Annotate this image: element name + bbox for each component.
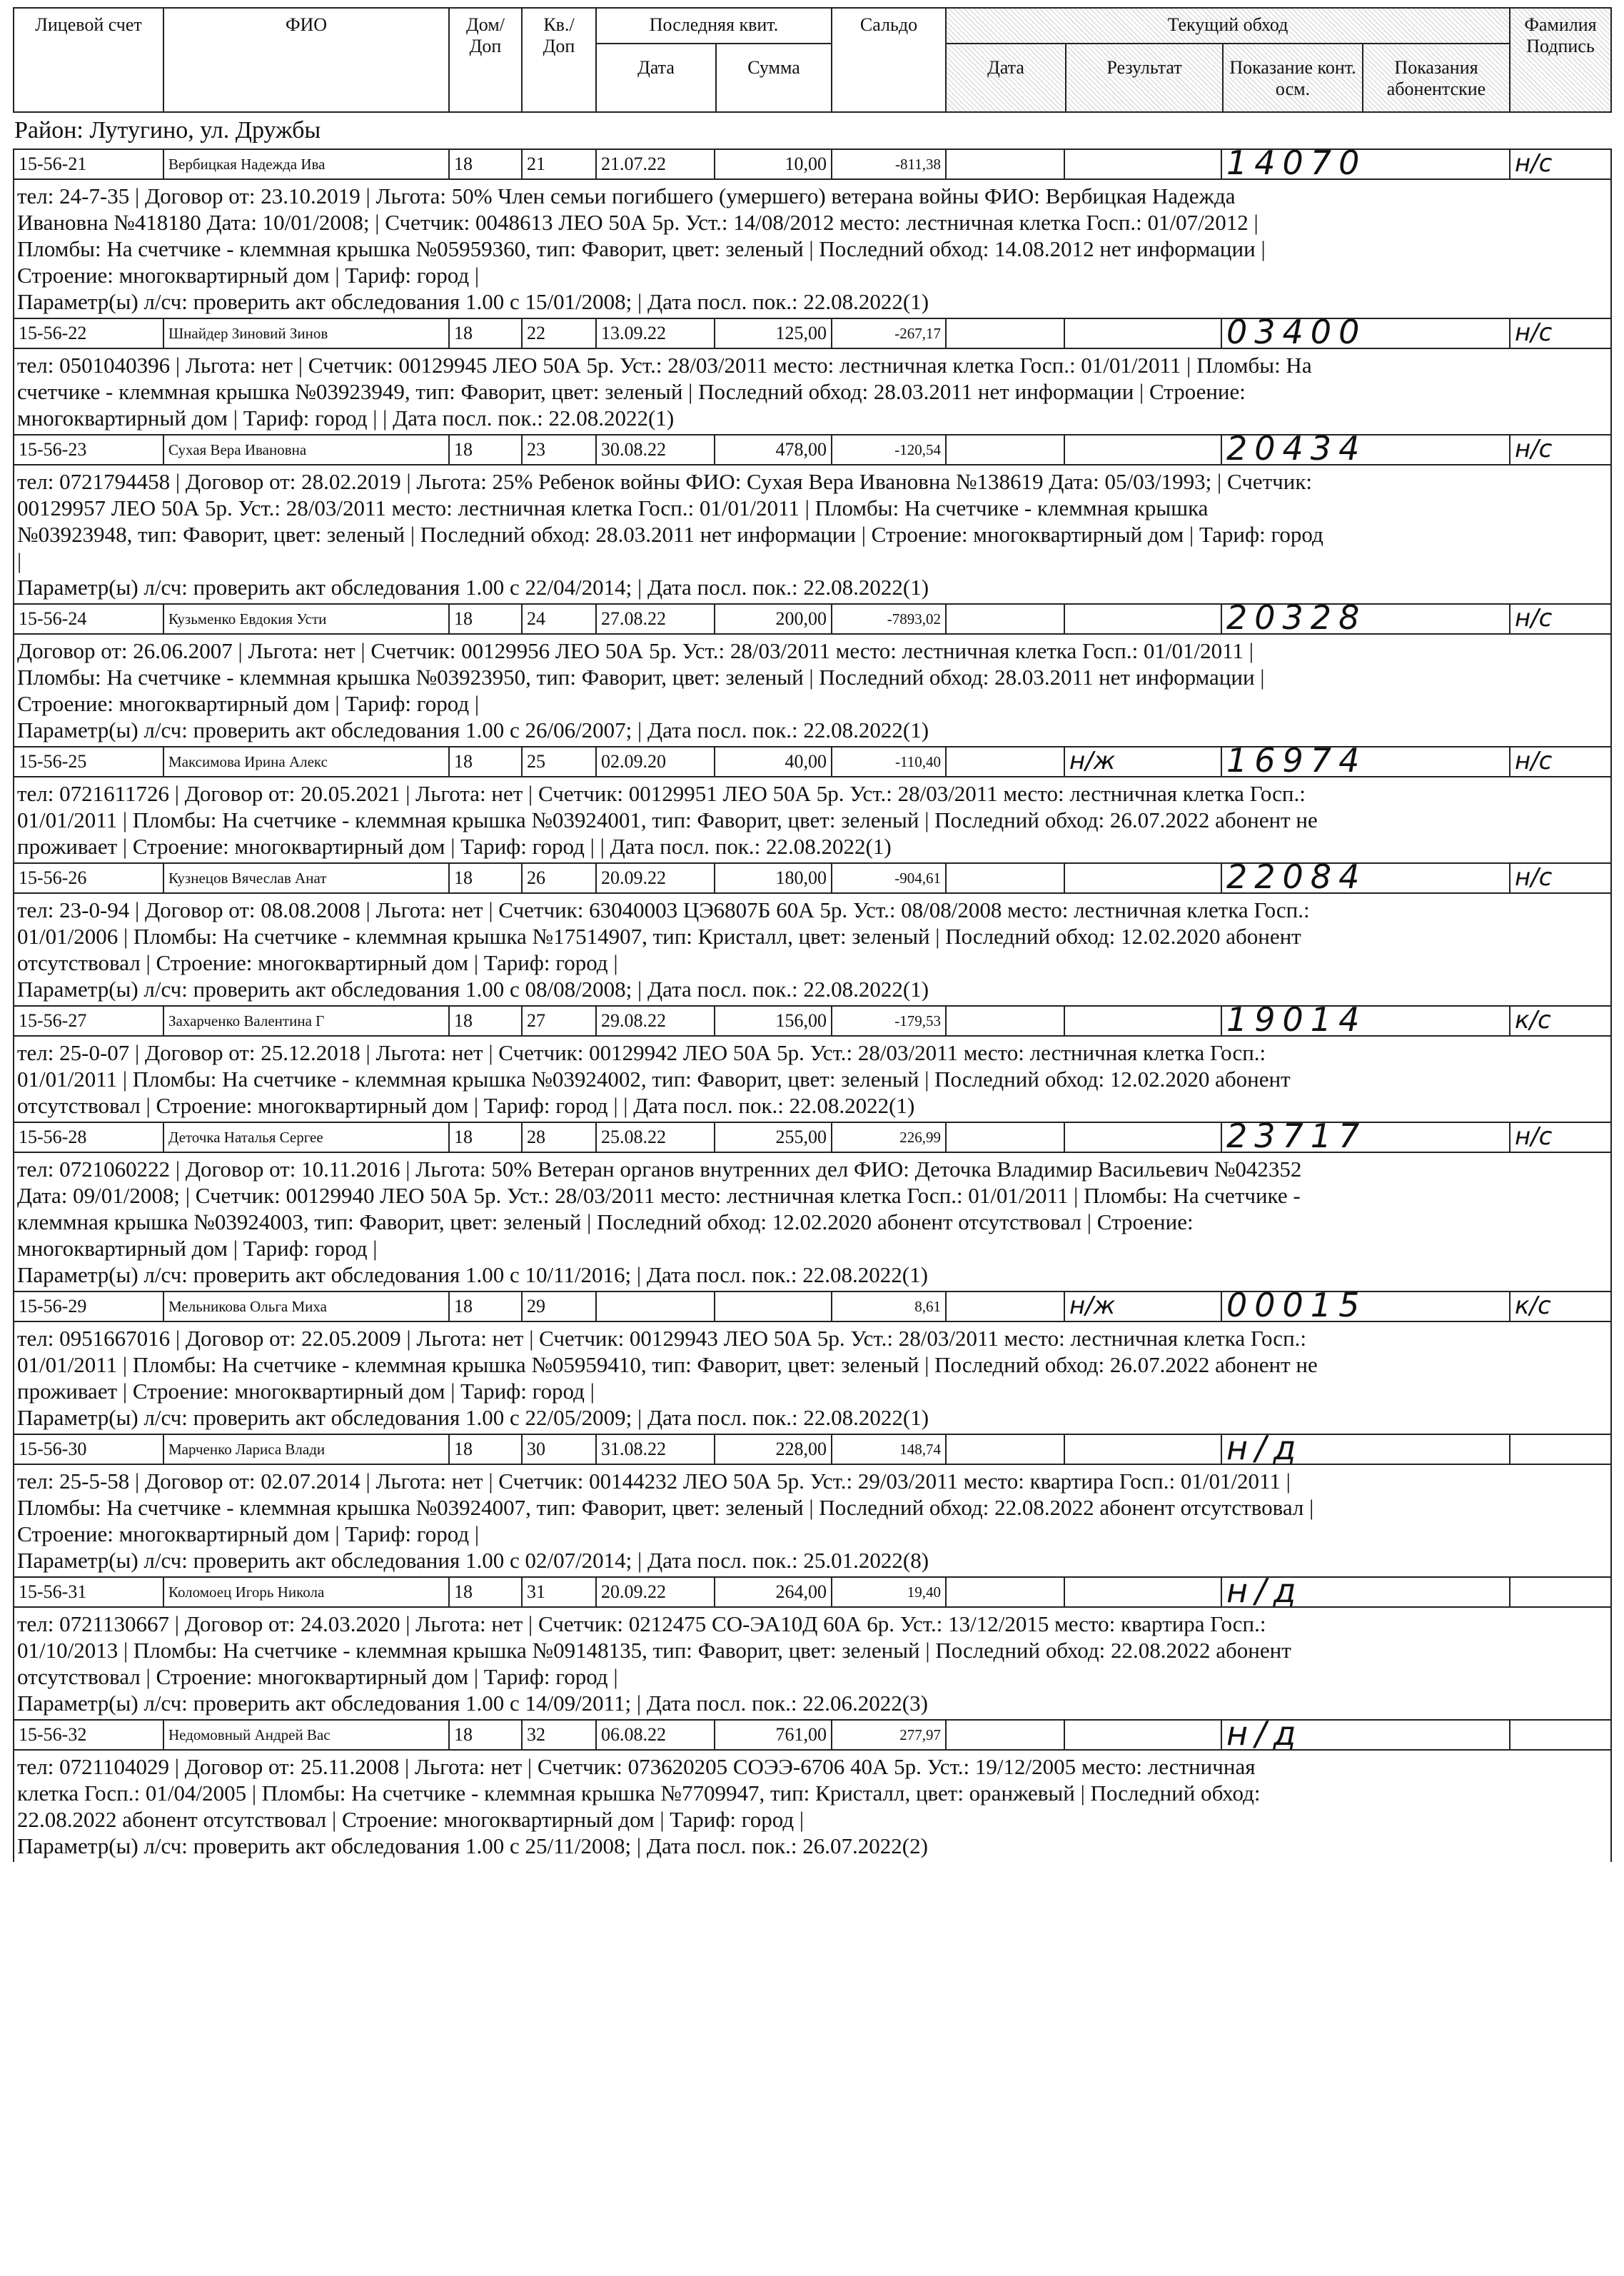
record-details xyxy=(13,777,1612,862)
receipt-date-cell: 29.08.22 xyxy=(597,1007,715,1035)
detail-line: тел: 0721130667 | Договор от: 24.03.2020 | Льгота: нет | Счетчик: 0212475 СО-ЭА10Д 60А 6р. Уст.: 13/12/2015 место: квартира Госп.: xyxy=(17,1611,1266,1636)
receipt-date-cell: 30.08.22 xyxy=(597,435,715,464)
header-signature: Фамилия Подпись xyxy=(1510,9,1610,111)
round-date-cell xyxy=(947,747,1065,776)
table-row xyxy=(13,746,1612,777)
flat-cell: 25 xyxy=(523,747,597,776)
detail-line: Ивановна №418180 Дата: 10/01/2008; | Счетчик: 0048613 ЛЕО 50А 5р. Уст.: 14/08/2012 место: лестничная клетка Госп.: 01/07/2012 | xyxy=(17,210,1259,235)
table-row xyxy=(13,862,1612,894)
records-list xyxy=(13,148,1612,1862)
account-cell: 15-56-21 xyxy=(14,150,164,178)
house-cell: 18 xyxy=(450,747,523,776)
record-details xyxy=(13,1465,1612,1576)
detail-line: многоквартирный дом | Тариф: город | | Дата посл. пок.: 22.08.2022(1) xyxy=(17,406,675,430)
flat-cell: 28 xyxy=(523,1123,597,1152)
reading-cell: н/д xyxy=(1222,1435,1510,1464)
result-cell: н/ж xyxy=(1065,747,1222,776)
detail-line: 00129957 ЛЕО 50А 5р. Уст.: 28/03/2011 место: лестничная клетка Госп.: 01/01/2011 | Пломбы: На счетчике - клеммная крышка xyxy=(17,495,1209,520)
account-cell: 15-56-29 xyxy=(14,1292,164,1321)
account-cell: 15-56-22 xyxy=(14,319,164,348)
round-date-cell xyxy=(947,1578,1065,1606)
round-date-cell xyxy=(947,435,1065,464)
receipt-sum-cell: 156,00 xyxy=(715,1007,832,1035)
house-cell: 18 xyxy=(450,1007,523,1035)
header-receipt-date: Дата xyxy=(637,57,675,78)
detail-line: Строение: многоквартирный дом | Тариф: город | xyxy=(17,1521,480,1546)
detail-line: клеммная крышка №03924003, тип: Фаворит, цвет: зеленый | Последний обход: 12.02.2020 абонент отсутствовал | Строение: xyxy=(17,1209,1194,1234)
account-cell: 15-56-26 xyxy=(14,864,164,892)
flat-cell: 23 xyxy=(523,435,597,464)
flat-cell: 31 xyxy=(523,1578,597,1606)
detail-line: 01/10/2013 | Пломбы: На счетчике - клеммная крышка №09148135, тип: Фаворит, цвет: зеленый | Последний обход: 22.08.2022 абонент xyxy=(17,1638,1291,1663)
receipt-date-cell: 27.08.22 xyxy=(597,605,715,633)
record-details xyxy=(13,1751,1612,1862)
detail-line: Параметр(ы) л/сч: проверить акт обследования 1.00 с 26/06/2007; | Дата посл. пок.: 22.08.2022(1) xyxy=(17,717,929,742)
detail-line: тел: 25-5-58 | Договор от: 02.07.2014 | Льгота: нет | Счетчик: 00144232 ЛЕО 50А 5р. Уст.: 29/03/2011 место: квартира Госп.: 01/01/2011 | xyxy=(17,1469,1291,1494)
flat-cell: 30 xyxy=(523,1435,597,1464)
result-cell xyxy=(1065,1578,1222,1606)
account-cell: 15-56-32 xyxy=(14,1721,164,1749)
round-date-cell xyxy=(947,150,1065,178)
detail-line: тел: 0951667016 | Договор от: 22.05.2009 | Льгота: нет | Счетчик: 00129943 ЛЕО 50А 5р. Уст.: 28/03/2011 место: лестничная клетка Госп.: xyxy=(17,1326,1307,1351)
header-reading-ctrl: Показание конт. осм. xyxy=(1222,44,1362,113)
signature-cell: к/с xyxy=(1515,1292,1551,1320)
table-row xyxy=(13,603,1612,635)
receipt-sum-cell: 10,00 xyxy=(715,150,832,178)
table-row xyxy=(13,1434,1612,1465)
detail-line: многоквартирный дом | Тариф: город | xyxy=(17,1236,378,1261)
house-cell: 18 xyxy=(450,1123,523,1152)
result-cell xyxy=(1065,319,1222,348)
record-details xyxy=(13,1608,1612,1719)
detail-line: Параметр(ы) л/сч: проверить акт обследования 1.00 с 22/04/2014; | Дата посл. пок.: 22.08.2022(1) xyxy=(17,575,929,600)
round-date-cell xyxy=(947,864,1065,892)
record-details xyxy=(13,349,1612,434)
detail-line: Параметр(ы) л/сч: проверить акт обследования 1.00 с 08/08/2008; | Дата посл. пок.: 22.08.2022(1) xyxy=(17,977,929,1002)
detail-line: 22.08.2022 абонент отсутствовал | Строение: многоквартирный дом | Тариф: город | xyxy=(17,1807,805,1832)
receipt-sum-cell: 125,00 xyxy=(715,319,832,348)
table-row xyxy=(13,1576,1612,1608)
saldo-cell: 8,61 xyxy=(832,1292,947,1321)
round-date-cell xyxy=(947,1123,1065,1152)
table-row xyxy=(13,318,1612,349)
table-header xyxy=(13,7,1612,113)
reading-cell: 20434 xyxy=(1222,435,1510,464)
header-round-date: Дата xyxy=(987,57,1024,78)
fio-cell: Коломоец Игорь Никола xyxy=(164,1578,450,1606)
signature-cell: н/с xyxy=(1515,1123,1553,1151)
detail-line: тел: 0721794458 | Договор от: 28.02.2019 | Льгота: 25% Ребенок войны ФИО: Сухая Вера Ивановна №138619 Дата: 05/03/1993; | Счетчик: xyxy=(17,469,1313,494)
saldo-cell: -179,53 xyxy=(832,1007,947,1035)
receipt-date-cell: 20.09.22 xyxy=(597,864,715,892)
result-cell xyxy=(1065,1123,1222,1152)
receipt-sum-cell: 264,00 xyxy=(715,1578,832,1606)
detail-line: Параметр(ы) л/сч: проверить акт обследования 1.00 с 02/07/2014; | Дата посл. пок.: 25.01.2022(8) xyxy=(17,1548,929,1573)
saldo-cell: -267,17 xyxy=(832,319,947,348)
result-cell: н/ж xyxy=(1065,1292,1222,1321)
receipt-date-cell: 31.08.22 xyxy=(597,1435,715,1464)
record-details xyxy=(13,1153,1612,1291)
house-cell: 18 xyxy=(450,150,523,178)
header-reading-sub: Показания абонентские xyxy=(1362,44,1509,113)
record xyxy=(13,1291,1612,1434)
detail-line: проживает | Строение: многоквартирный дом | Тариф: город | | Дата посл. пок.: 22.08.2022(1) xyxy=(17,834,892,859)
account-cell: 15-56-30 xyxy=(14,1435,164,1464)
account-cell: 15-56-24 xyxy=(14,605,164,633)
saldo-cell: 277,97 xyxy=(832,1721,947,1749)
reading-cell: 00015 xyxy=(1222,1292,1510,1321)
detail-line: Дата: 09/01/2008; | Счетчик: 00129940 ЛЕО 50А 5р. Уст.: 28/03/2011 место: лестничная клетка Госп.: 01/01/2011 | Пломбы: На счетчике - xyxy=(17,1183,1301,1208)
result-cell xyxy=(1065,150,1222,178)
fio-cell: Кузнецов Вячеслав Анат xyxy=(164,864,450,892)
receipt-date-cell: 25.08.22 xyxy=(597,1123,715,1152)
account-cell: 15-56-23 xyxy=(14,435,164,464)
detail-line: Пломбы: На счетчике - клеммная крышка №03924007, тип: Фаворит, цвет: зеленый | Последний обход: 22.08.2022 абонент отсутствовал | xyxy=(17,1495,1314,1520)
reading-cell: 03400 xyxy=(1222,319,1510,348)
signature-cell: к/с xyxy=(1515,1007,1551,1034)
house-cell: 18 xyxy=(450,1435,523,1464)
result-cell xyxy=(1065,435,1222,464)
house-cell: 18 xyxy=(450,1721,523,1749)
detail-line: проживает | Строение: многоквартирный дом | Тариф: город | xyxy=(17,1379,595,1404)
receipt-sum-cell xyxy=(715,1292,832,1321)
result-cell xyxy=(1065,605,1222,633)
record xyxy=(13,1122,1612,1291)
saldo-cell: -811,38 xyxy=(832,150,947,178)
detail-line: Параметр(ы) л/сч: проверить акт обследования 1.00 с 22/05/2009; | Дата посл. пок.: 22.08.2022(1) xyxy=(17,1405,929,1430)
detail-line: Параметр(ы) л/сч: проверить акт обследования 1.00 с 25/11/2008; | Дата посл. пок.: 26.07.2022(2) xyxy=(17,1833,928,1858)
round-date-cell xyxy=(947,605,1065,633)
fio-cell: Марченко Лариса Влади xyxy=(164,1435,450,1464)
detail-line: отсутствовал | Строение: многоквартирный дом | Тариф: город | xyxy=(17,1664,618,1689)
detail-line: Строение: многоквартирный дом | Тариф: город | xyxy=(17,263,480,288)
detail-line: тел: 0501040396 | Льгота: нет | Счетчик: 00129945 ЛЕО 50А 5р. Уст.: 28/03/2011 место: лестничная клетка Госп.: 01/01/2011 | Пломбы: На xyxy=(17,353,1312,378)
flat-cell: 27 xyxy=(523,1007,597,1035)
record-details xyxy=(13,894,1612,1005)
detail-line: отсутствовал | Строение: многоквартирный дом | Тариф: город | | Дата посл. пок.: 22.08.2022(1) xyxy=(17,1093,915,1118)
reading-cell: 19014 xyxy=(1222,1007,1510,1035)
fio-cell: Шнайдер Зиновий Зинов xyxy=(164,319,450,348)
table-row xyxy=(13,1291,1612,1322)
flat-cell: 26 xyxy=(523,864,597,892)
house-cell: 18 xyxy=(450,864,523,892)
table-row xyxy=(13,148,1612,180)
signature-cell xyxy=(1510,1435,1610,1464)
account-cell: 15-56-31 xyxy=(14,1578,164,1606)
signature-cell: н/с xyxy=(1515,605,1553,633)
house-cell: 18 xyxy=(450,435,523,464)
table-row xyxy=(13,434,1612,465)
detail-line: тел: 0721104029 | Договор от: 25.11.2008 | Льгота: нет | Счетчик: 073620205 СОЭЭ-6706 40А 5р. Уст.: 19/12/2005 место: лестничная xyxy=(17,1754,1256,1779)
record xyxy=(13,318,1612,434)
saldo-cell: -110,40 xyxy=(832,747,947,776)
receipt-sum-cell: 255,00 xyxy=(715,1123,832,1152)
record-details xyxy=(13,635,1612,746)
detail-line: счетчике - клеммная крышка №03923949, тип: Фаворит, цвет: зеленый | Последний обход: 28.03.2011 нет информации | Строение: xyxy=(17,379,1246,404)
detail-line: тел: 0721060222 | Договор от: 10.11.2016 | Льгота: 50% Ветеран органов внутренних дел ФИО: Деточка Владимир Васильевич №042352 xyxy=(17,1157,1302,1182)
header-result: Результат xyxy=(1065,44,1222,113)
flat-cell: 29 xyxy=(523,1292,597,1321)
receipt-date-cell: 13.09.22 xyxy=(597,319,715,348)
receipt-date-cell: 06.08.22 xyxy=(597,1721,715,1749)
detail-line: 01/01/2011 | Пломбы: На счетчике - клеммная крышка №05959410, тип: Фаворит, цвет: зеленый | Последний обход: 26.07.2022 абонент не xyxy=(17,1352,1318,1377)
record xyxy=(13,148,1612,318)
record-details xyxy=(13,1322,1612,1434)
detail-line: 01/01/2011 | Пломбы: На счетчике - клеммная крышка №03924001, тип: Фаворит, цвет: зеленый | Последний обход: 26.07.2022 абонент не xyxy=(17,807,1318,832)
record xyxy=(13,1576,1612,1719)
fio-cell: Максимова Ирина Алекс xyxy=(164,747,450,776)
result-cell xyxy=(1065,864,1222,892)
receipt-sum-cell: 200,00 xyxy=(715,605,832,633)
record-details xyxy=(13,465,1612,603)
account-cell: 15-56-27 xyxy=(14,1007,164,1035)
receipt-date-cell: 21.07.22 xyxy=(597,150,715,178)
signature-cell: н/с xyxy=(1515,747,1553,775)
round-date-cell xyxy=(947,1007,1065,1035)
detail-line: Параметр(ы) л/сч: проверить акт обследования 1.00 с 10/11/2016; | Дата посл. пок.: 22.08.2022(1) xyxy=(17,1262,928,1287)
flat-cell: 22 xyxy=(523,319,597,348)
signature-cell: н/с xyxy=(1515,150,1553,178)
round-date-cell xyxy=(947,1435,1065,1464)
flat-cell: 21 xyxy=(523,150,597,178)
flat-cell: 24 xyxy=(523,605,597,633)
header-house: Дом/ Доп xyxy=(450,9,523,111)
result-cell xyxy=(1065,1435,1222,1464)
district-title: Район: Лутугино, ул. Дружбы xyxy=(14,117,321,143)
saldo-cell: 19,40 xyxy=(832,1578,947,1606)
receipt-sum-cell: 40,00 xyxy=(715,747,832,776)
detail-line: тел: 24-7-35 | Договор от: 23.10.2019 | Льгота: 50% Член семьи погибшего (умершего) ветерана войны ФИО: Вербицкая Надежда xyxy=(17,183,1236,208)
meter-round-sheet xyxy=(13,7,1612,1862)
saldo-cell: -904,61 xyxy=(832,864,947,892)
saldo-cell: 148,74 xyxy=(832,1435,947,1464)
header-last-receipt: Последняя квит. Дата Сумма xyxy=(597,9,832,111)
detail-line: тел: 25-0-07 | Договор от: 25.12.2018 | Льгота: нет | Счетчик: 00129942 ЛЕО 50А 5р. Уст.: 28/03/2011 место: лестничная клетка Госп.: xyxy=(17,1040,1266,1065)
detail-line: 01/01/2011 | Пломбы: На счетчике - клеммная крышка №03924002, тип: Фаворит, цвет: зеленый | Последний обход: 12.02.2020 абонент xyxy=(17,1067,1291,1092)
round-date-cell xyxy=(947,1721,1065,1749)
detail-line: 01/01/2006 | Пломбы: На счетчике - клеммная крышка №17514907, тип: Кристалл, цвет: зеленый | Последний обход: 12.02.2020 абонент xyxy=(17,924,1301,949)
house-cell: 18 xyxy=(450,605,523,633)
header-receipt-sum: Сумма xyxy=(715,44,831,113)
header-fio: ФИО xyxy=(164,9,450,111)
fio-cell: Вербицкая Надежда Ива xyxy=(164,150,450,178)
record xyxy=(13,862,1612,1005)
detail-line: | xyxy=(17,548,22,573)
detail-line: №03923948, тип: Фаворит, цвет: зеленый | Последний обход: 28.03.2011 нет информации | Строение: многоквартирный дом | Тариф: город xyxy=(17,522,1323,547)
table-row xyxy=(13,1005,1612,1037)
fio-cell: Мельникова Ольга Миха xyxy=(164,1292,450,1321)
receipt-sum-cell: 180,00 xyxy=(715,864,832,892)
reading-cell: н/д xyxy=(1222,1578,1510,1606)
header-flat: Кв./ Доп xyxy=(523,9,597,111)
saldo-cell: -120,54 xyxy=(832,435,947,464)
fio-cell: Кузьменко Евдокия Усти xyxy=(164,605,450,633)
receipt-date-cell xyxy=(597,1292,715,1321)
record xyxy=(13,434,1612,603)
record xyxy=(13,1719,1612,1862)
account-cell: 15-56-28 xyxy=(14,1123,164,1152)
signature-cell: н/с xyxy=(1515,864,1553,892)
fio-cell: Недомовный Андрей Вас xyxy=(164,1721,450,1749)
receipt-sum-cell: 228,00 xyxy=(715,1435,832,1464)
fio-cell: Сухая Вера Ивановна xyxy=(164,435,450,464)
record xyxy=(13,1005,1612,1122)
reading-cell: 16974 xyxy=(1222,747,1510,776)
account-cell: 15-56-25 xyxy=(14,747,164,776)
table-row xyxy=(13,1122,1612,1153)
flat-cell: 32 xyxy=(523,1721,597,1749)
reading-cell: 22084 xyxy=(1222,864,1510,892)
detail-line: Договор от: 26.06.2007 | Льгота: нет | Счетчик: 00129956 ЛЕО 50А 5р. Уст.: 28/03/2011 место: лестничная клетка Госп.: 01/01/2011 | xyxy=(17,638,1254,663)
house-cell: 18 xyxy=(450,1292,523,1321)
fio-cell: Деточка Наталья Сергее xyxy=(164,1123,450,1152)
receipt-date-cell: 20.09.22 xyxy=(597,1578,715,1606)
signature-cell: н/с xyxy=(1515,435,1553,463)
reading-cell: н/д xyxy=(1222,1721,1510,1749)
detail-line: Пломбы: На счетчике - клеммная крышка №03923950, тип: Фаворит, цвет: зеленый | Последний обход: 28.03.2011 нет информации | xyxy=(17,665,1265,690)
reading-cell: 14070 xyxy=(1222,150,1510,178)
table-row xyxy=(13,1719,1612,1751)
fio-cell: Захарченко Валентина Г xyxy=(164,1007,450,1035)
house-cell: 18 xyxy=(450,319,523,348)
signature-cell xyxy=(1510,1721,1610,1749)
detail-line: тел: 0721611726 | Договор от: 20.05.2021 | Льгота: нет | Счетчик: 00129951 ЛЕО 50А 5р. Уст.: 28/03/2011 место: лестничная клетка Госп.: xyxy=(17,781,1306,806)
record xyxy=(13,603,1612,746)
reading-cell: 20328 xyxy=(1222,605,1510,633)
saldo-cell: -7893,02 xyxy=(832,605,947,633)
result-cell xyxy=(1065,1007,1222,1035)
record xyxy=(13,746,1612,862)
receipt-sum-cell: 761,00 xyxy=(715,1721,832,1749)
record-details xyxy=(13,1037,1612,1122)
detail-line: Параметр(ы) л/сч: проверить акт обследования 1.00 с 15/01/2008; | Дата посл. пок.: 22.08.2022(1) xyxy=(17,289,929,314)
detail-line: Параметр(ы) л/сч: проверить акт обследования 1.00 с 14/09/2011; | Дата посл. пок.: 22.06.2022(3) xyxy=(17,1691,928,1716)
receipt-sum-cell: 478,00 xyxy=(715,435,832,464)
reading-cell: 23717 xyxy=(1222,1123,1510,1152)
signature-cell: н/с xyxy=(1515,319,1553,347)
receipt-date-cell: 02.09.20 xyxy=(597,747,715,776)
header-account: Лицевой счет xyxy=(14,9,164,111)
record-details xyxy=(13,180,1612,318)
saldo-cell: 226,99 xyxy=(832,1123,947,1152)
detail-line: Пломбы: На счетчике - клеммная крышка №05959360, тип: Фаворит, цвет: зеленый | Последний обход: 14.08.2012 нет информации | xyxy=(17,236,1266,261)
signature-cell xyxy=(1510,1578,1610,1606)
house-cell: 18 xyxy=(450,1578,523,1606)
header-saldo: Сальдо xyxy=(832,9,947,111)
round-date-cell xyxy=(947,1292,1065,1321)
record xyxy=(13,1434,1612,1576)
detail-line: тел: 23-0-94 | Договор от: 08.08.2008 | Льгота: нет | Счетчик: 63040003 ЦЭ6807Б 60А 5р. Уст.: 08/08/2008 место: лестничная клетка Госп.: xyxy=(17,897,1310,922)
round-date-cell xyxy=(947,319,1065,348)
header-current-round: Текущий обход Дата Результат Показание конт. осм. Показания абонентские xyxy=(947,9,1510,111)
detail-line: отсутствовал | Строение: многоквартирный дом | Тариф: город | xyxy=(17,950,618,975)
detail-line: Строение: многоквартирный дом | Тариф: город | xyxy=(17,691,480,716)
result-cell xyxy=(1065,1721,1222,1749)
detail-line: клетка Госп.: 01/04/2005 | Пломбы: На счетчике - клеммная крышка №7709947, тип: Кристалл, цвет: оранжевый | Последний обход: xyxy=(17,1781,1261,1806)
